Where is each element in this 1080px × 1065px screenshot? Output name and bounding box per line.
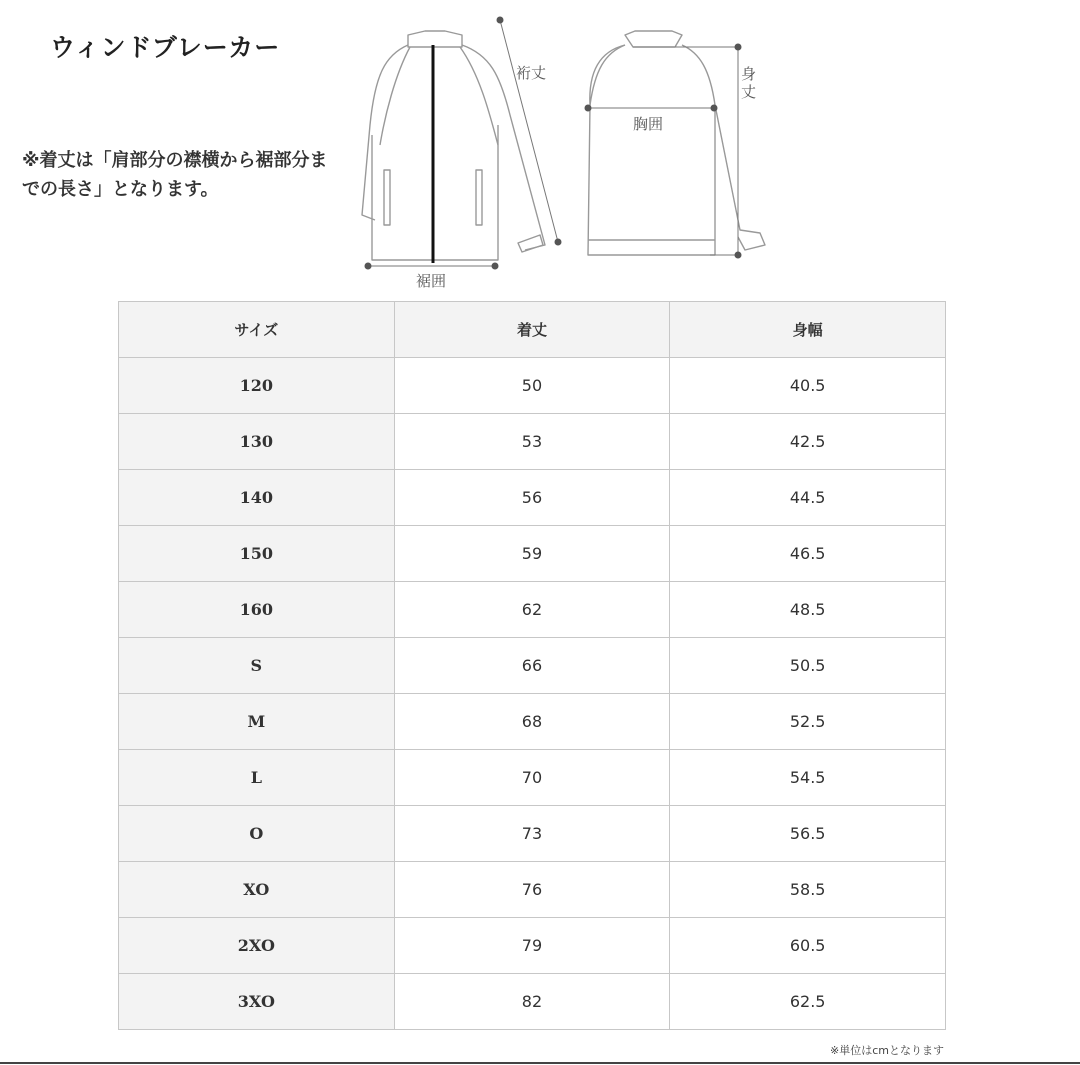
table-row xyxy=(119,918,946,974)
width-cell: 50.5 xyxy=(670,638,946,694)
size-cell: M xyxy=(119,694,395,750)
size-cell: S xyxy=(119,638,395,694)
size-cell: 120 xyxy=(119,358,395,414)
size-cell: O xyxy=(119,806,395,862)
size-table xyxy=(118,301,946,1030)
size-cell: 150 xyxy=(119,526,395,582)
length-note: ※着丈は「肩部分の襟横から裾部分までの長さ」となります。 xyxy=(22,150,328,200)
size-cell: 160 xyxy=(119,582,395,638)
width-cell: 46.5 xyxy=(670,526,946,582)
page-title: ウィンドブレーカー xyxy=(50,33,281,62)
width-cell: 54.5 xyxy=(670,750,946,806)
size-cell: 140 xyxy=(119,470,395,526)
size-cell: 2XO xyxy=(119,918,395,974)
hem-label: 裾囲 xyxy=(416,272,447,290)
sleeve-length-label: 裄丈 xyxy=(516,64,547,82)
length-cell: 68 xyxy=(394,694,670,750)
size-cell: XO xyxy=(119,862,395,918)
length-cell: 82 xyxy=(394,974,670,1030)
table-row xyxy=(119,694,946,750)
size-cell: 130 xyxy=(119,414,395,470)
length-cell: 66 xyxy=(394,638,670,694)
divider xyxy=(0,1062,1080,1064)
length-cell: 76 xyxy=(394,862,670,918)
table-row xyxy=(119,862,946,918)
length-cell: 79 xyxy=(394,918,670,974)
table-row xyxy=(119,806,946,862)
size-cell: L xyxy=(119,750,395,806)
table-header-row xyxy=(119,302,946,358)
width-cell: 48.5 xyxy=(670,582,946,638)
jacket-diagram xyxy=(350,5,790,295)
width-cell: 40.5 xyxy=(670,358,946,414)
length-cell: 59 xyxy=(394,526,670,582)
width-cell: 56.5 xyxy=(670,806,946,862)
length-cell: 53 xyxy=(394,414,670,470)
width-cell: 42.5 xyxy=(670,414,946,470)
body-length-label: 身 丈 xyxy=(741,65,757,101)
chest-label: 胸囲 xyxy=(633,115,664,133)
column-header: サイズ xyxy=(119,302,395,358)
width-cell: 60.5 xyxy=(670,918,946,974)
length-cell: 56 xyxy=(394,470,670,526)
table-row xyxy=(119,750,946,806)
size-cell: 3XO xyxy=(119,974,395,1030)
length-cell: 70 xyxy=(394,750,670,806)
length-cell: 73 xyxy=(394,806,670,862)
length-cell: 62 xyxy=(394,582,670,638)
table-row xyxy=(119,414,946,470)
unit-note: ※単位はcmとなります xyxy=(830,1044,944,1057)
table-row xyxy=(119,470,946,526)
table-row xyxy=(119,974,946,1030)
table-row xyxy=(119,638,946,694)
width-cell: 52.5 xyxy=(670,694,946,750)
width-cell: 62.5 xyxy=(670,974,946,1030)
table-row xyxy=(119,526,946,582)
width-cell: 58.5 xyxy=(670,862,946,918)
table-row xyxy=(119,582,946,638)
column-header: 着丈 xyxy=(394,302,670,358)
table-row xyxy=(119,358,946,414)
length-cell: 50 xyxy=(394,358,670,414)
width-cell: 44.5 xyxy=(670,470,946,526)
column-header: 身幅 xyxy=(670,302,946,358)
